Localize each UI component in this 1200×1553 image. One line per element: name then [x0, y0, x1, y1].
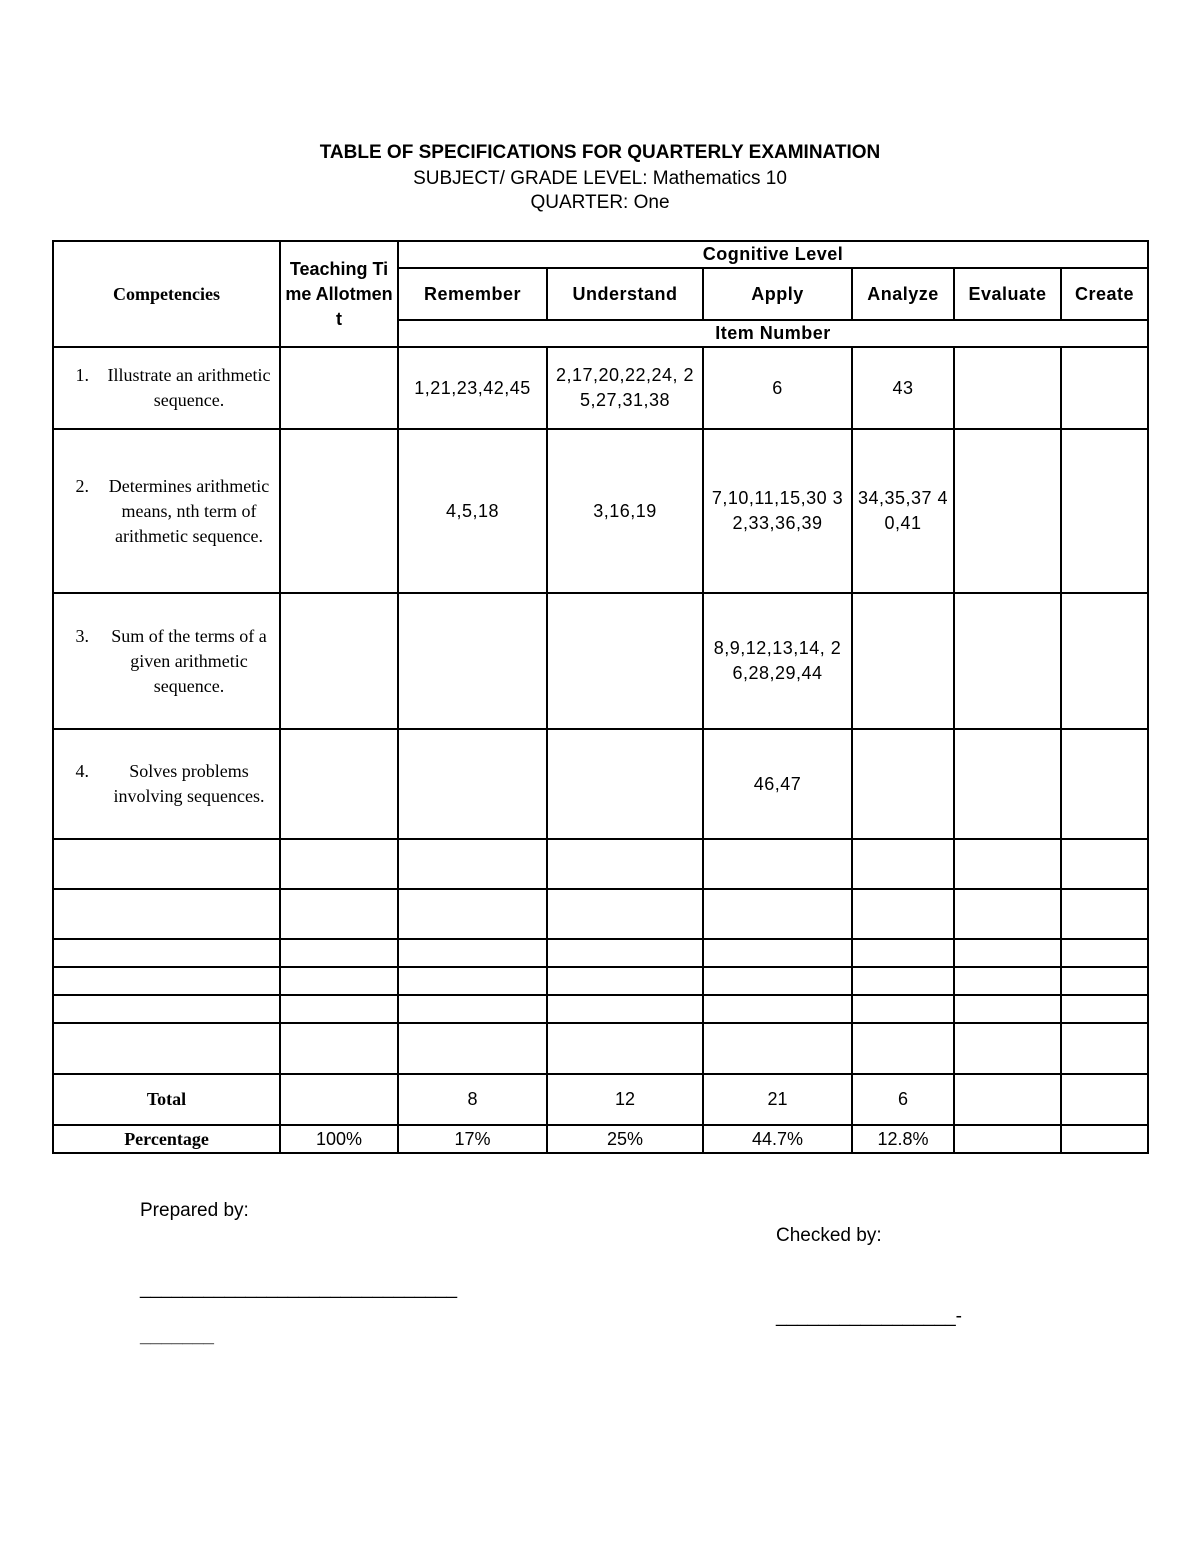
remember-items: [398, 729, 547, 839]
remember-items: 4,5,18: [398, 429, 547, 593]
analyze-items: 34,35,37 40,41: [852, 429, 954, 593]
prepared-by-label: Prepared by:: [140, 1200, 249, 1221]
competency-text: Solves problems involving sequences.: [113, 761, 265, 806]
table-row: [53, 347, 1148, 429]
total-create: [1061, 1074, 1148, 1125]
level-create-header: Create: [1061, 268, 1148, 320]
total-apply: 21: [703, 1074, 852, 1125]
empty-row: [53, 995, 1148, 1023]
specifications-table: [52, 240, 1149, 1154]
table-row: [53, 429, 1148, 593]
create-items: [1061, 729, 1148, 839]
percentage-apply: 44.7%: [703, 1125, 852, 1153]
remember-items: 1,21,23,42,45: [398, 347, 547, 429]
evaluate-items: [954, 729, 1061, 839]
competency-text: Determines arithmetic means, nth term of arithmetic sequence.: [108, 475, 270, 546]
percentage-create: [1061, 1125, 1148, 1153]
cognitive-level-header: Cognitive Level: [398, 241, 1148, 268]
evaluate-items: [954, 429, 1061, 593]
total-remember: 8: [398, 1074, 547, 1125]
evaluate-items: [954, 593, 1061, 729]
teaching-time-header: Teaching Time Allotment: [280, 241, 398, 347]
create-items: [1061, 347, 1148, 429]
total-evaluate: [954, 1074, 1061, 1125]
table-row: [53, 593, 1148, 729]
competency-text: Illustrate an arithmetic sequence.: [107, 365, 271, 410]
analyze-items: 43: [852, 347, 954, 429]
competency-text: Sum of the terms of a given arithmetic sequence.: [111, 625, 267, 696]
quarter-label: QUARTER: One: [530, 192, 670, 213]
apply-items: 7,10,11,15,30 32,33,36,39: [703, 429, 852, 593]
total-label: Total: [53, 1074, 280, 1125]
table-row: [53, 729, 1148, 839]
document-title: TABLE OF SPECIFICATIONS FOR QUARTERLY EXAMINATION: [319, 142, 881, 163]
competency-number: 3.: [75, 625, 89, 646]
competency-cell: [53, 429, 280, 593]
subject-grade-level: SUBJECT/ GRADE LEVEL: Mathematics 10: [413, 168, 787, 189]
time-cell: [280, 729, 398, 839]
evaluate-items: [954, 347, 1061, 429]
competency-cell: [53, 347, 280, 429]
percentage-evaluate: [954, 1125, 1061, 1153]
level-analyze-header: Analyze: [852, 268, 954, 320]
prepared-by-signature-line-2: _______: [140, 1326, 214, 1347]
level-understand-header: Understand: [547, 268, 703, 320]
level-evaluate-header: Evaluate: [954, 268, 1061, 320]
apply-items: 6: [703, 347, 852, 429]
empty-row: [53, 839, 1148, 889]
competencies-header: Competencies: [53, 241, 280, 347]
competency-number: 1.: [75, 365, 89, 385]
percentage-analyze: 12.8%: [852, 1125, 954, 1153]
prepared-by-signature-line: ______________________________: [140, 1278, 458, 1299]
checked-by-signature-line: _________________-: [776, 1306, 962, 1327]
total-analyze: 6: [852, 1074, 954, 1125]
empty-row: [53, 939, 1148, 967]
analyze-items: [852, 729, 954, 839]
empty-row: [53, 1023, 1148, 1074]
percentage-row: [53, 1125, 1148, 1153]
competency-cell: [53, 729, 280, 839]
percentage-time: 100%: [280, 1125, 398, 1153]
time-cell: [280, 347, 398, 429]
time-cell: [280, 593, 398, 729]
understand-items: [547, 593, 703, 729]
empty-row: [53, 967, 1148, 995]
item-number-header: Item Number: [398, 320, 1148, 347]
understand-items: 3,16,19: [547, 429, 703, 593]
empty-row: [53, 889, 1148, 939]
create-items: [1061, 593, 1148, 729]
apply-items: 46,47: [703, 729, 852, 839]
total-time: [280, 1074, 398, 1125]
understand-items: 2,17,20,22,24, 25,27,31,38: [547, 347, 703, 429]
percentage-understand: 25%: [547, 1125, 703, 1153]
create-items: [1061, 429, 1148, 593]
total-understand: 12: [547, 1074, 703, 1125]
checked-by-label: Checked by:: [776, 1225, 882, 1246]
analyze-items: [852, 593, 954, 729]
percentage-remember: 17%: [398, 1125, 547, 1153]
level-remember-header: Remember: [398, 268, 547, 320]
total-row: [53, 1074, 1148, 1125]
level-apply-header: Apply: [703, 268, 852, 320]
apply-items: 8,9,12,13,14, 26,28,29,44: [703, 593, 852, 729]
competency-number: 4.: [75, 761, 89, 781]
competency-number: 2.: [75, 475, 89, 496]
remember-items: [398, 593, 547, 729]
time-cell: [280, 429, 398, 593]
percentage-label: Percentage: [53, 1125, 280, 1153]
understand-items: [547, 729, 703, 839]
competency-cell: [53, 593, 280, 729]
